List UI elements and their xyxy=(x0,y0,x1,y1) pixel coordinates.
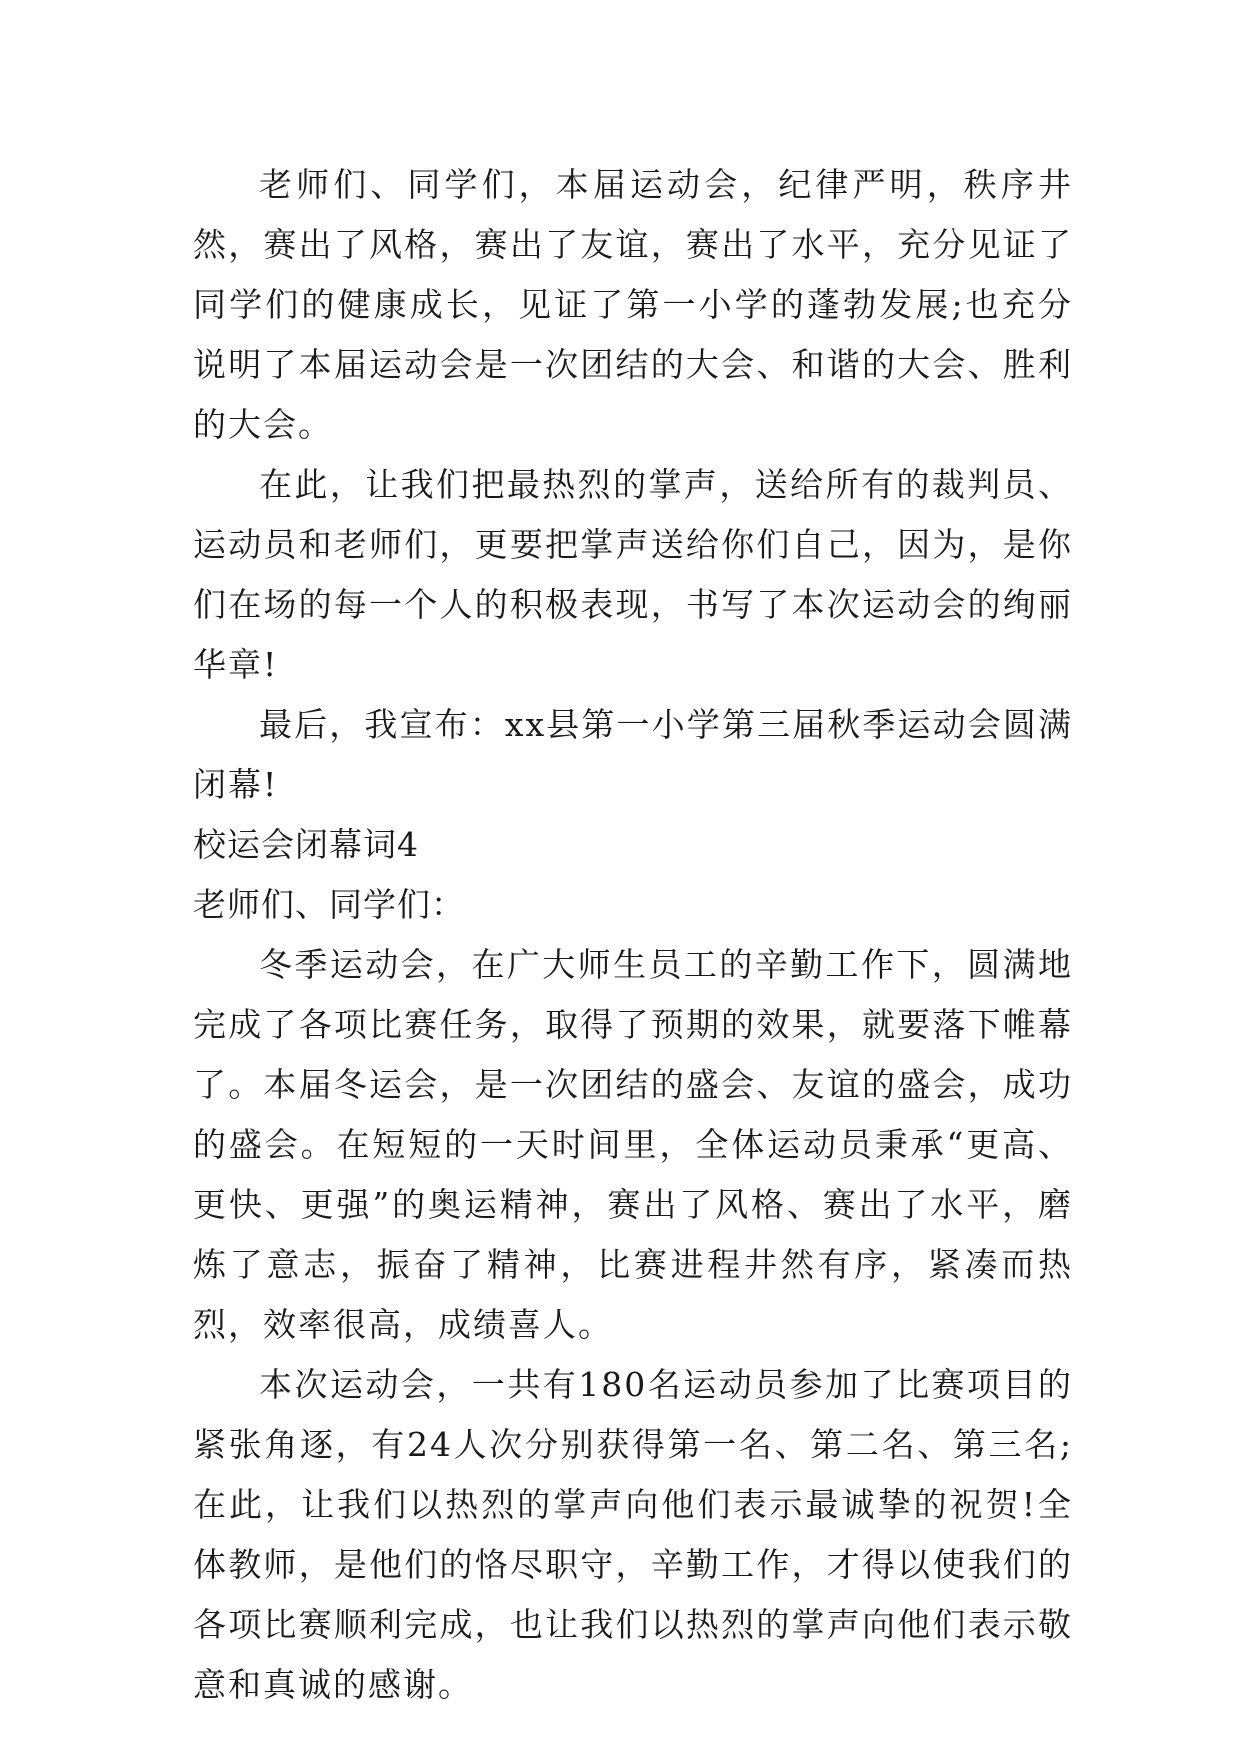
paragraph-athletes-thanks: 本次运动会，一共有180名运动员参加了比赛项目的紧张角逐，有24人次分别获得第一名、第二名、第三名;在此，让我们以热烈的掌声向他们表示最诚挚的祝贺!全体教师，是他们的恪尽职守，辛勤工作，才得以使我们的各项比赛顺利完成，也让我们以热烈的掌声向他们表示敬意和真诚的感谢。 xyxy=(193,1365,1073,1704)
paragraph-applause: 在此，让我们把最热烈的掌声，送给所有的裁判员、运动员和老师们，更要把掌声送给你们自己，因为，是你们在场的每一个人的积极表现，书写了本次运动会的绚丽华章! xyxy=(193,465,1073,684)
section-title: 校运会闭幕词4 xyxy=(193,825,419,864)
document-body xyxy=(193,155,1073,1715)
paragraph-winter-games: 冬季运动会，在广大师生员工的辛勤工作下，圆满地完成了各项比赛任务，取得了预期的效果，就要落下帷幕了。本届冬运会，是一次团结的盛会、友谊的盛会，成功的盛会。在短短的一天时间里，全体运动员秉承“更高、更快、更强”的奥运精神，赛出了风格、赛出了水平，磨炼了意志，振奋了精神，比赛进程井然有序，紧凑而热烈，效率很高，成绩喜人。 xyxy=(193,945,1073,1344)
paragraph-closing-remarks: 老师们、同学们，本届运动会，纪律严明，秩序井然，赛出了风格，赛出了友谊，赛出了水平，充分见证了同学们的健康成长，见证了第一小学的蓬勃发展;也充分说明了本届运动会是一次团结的大会、和谐的大会、胜利的大会。 xyxy=(193,165,1073,444)
salutation: 老师们、同学们： xyxy=(193,885,465,924)
paragraph-declaration: 最后，我宣布：xx县第一小学第三届秋季运动会圆满闭幕! xyxy=(193,705,1073,804)
